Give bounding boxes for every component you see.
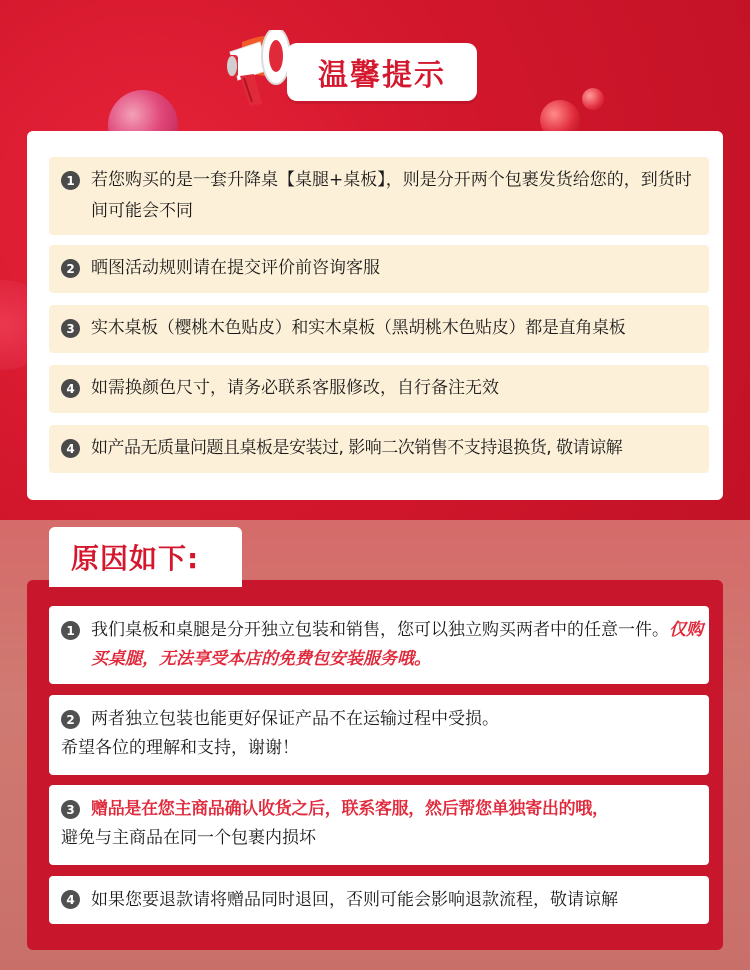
reason-text: 如果您要退款请将赠品同时退回，否则可能会影响退款流程，敬请谅解 [91,890,618,910]
reason-highlight: 仅购买桌腿，无法享受本店的免费包安装服务哦。 [91,620,703,669]
reason-text-plain: 我们桌板和桌腿是分开独立包装和销售，您可以独立购买两者中的任意一件。 [91,620,669,640]
reason-line: 两者独立包装也能更好保证产品不在运输过程中受损。 [91,709,499,729]
page-title: 温馨提示 [287,43,477,101]
reason-text [61,705,499,763]
number-badge: 4 [61,379,80,398]
list-item [49,245,709,293]
reason-text [91,616,703,674]
number-badge: 2 [61,259,80,278]
reason-line: 避免与主商品在同一个包裹内损坏 [61,828,316,848]
tip-text: 晒图活动规则请在提交评价前咨询客服 [91,258,380,278]
list-item [49,695,709,775]
number-badge: 3 [61,800,80,819]
list-item [49,365,709,413]
list-item [49,425,709,473]
number-badge: 3 [61,319,80,338]
decor-ball [582,88,604,110]
list-item [49,785,709,865]
number-badge: 2 [61,710,80,729]
list-item [49,305,709,353]
tip-text: 如产品无质量问题且桌板是安装过, 影响二次销售不支持退换货, 敬请谅解 [91,438,623,458]
tips-panel [27,131,723,500]
list-item [49,876,709,924]
number-badge: 4 [61,890,80,909]
number-badge: 1 [61,621,80,640]
number-badge: 4 [61,439,80,458]
tip-text: 若您购买的是一套升降桌【桌腿+桌板】，则是分开两个包裹发货给您的，到货时间可能会不同 [91,170,692,221]
tip-text: 如需换颜色尺寸，请务必联系客服修改，自行备注无效 [91,378,499,398]
reason-highlight: 赠品是在您主商品确认收货之后，联系客服，然后帮您单独寄出的哦， [91,799,609,819]
list-item [49,606,709,684]
reason-line: 希望各位的理解和支持，谢谢！ [61,738,299,758]
reasons-title: 原因如下: [49,527,242,587]
reasons-panel [27,580,723,950]
reason-text [61,795,609,853]
number-badge: 1 [61,171,80,190]
tip-text: 实木桌板（樱桃木色贴皮）和实木桌板（黑胡桃木色贴皮）都是直角桌板 [91,318,626,338]
list-item [49,157,709,235]
